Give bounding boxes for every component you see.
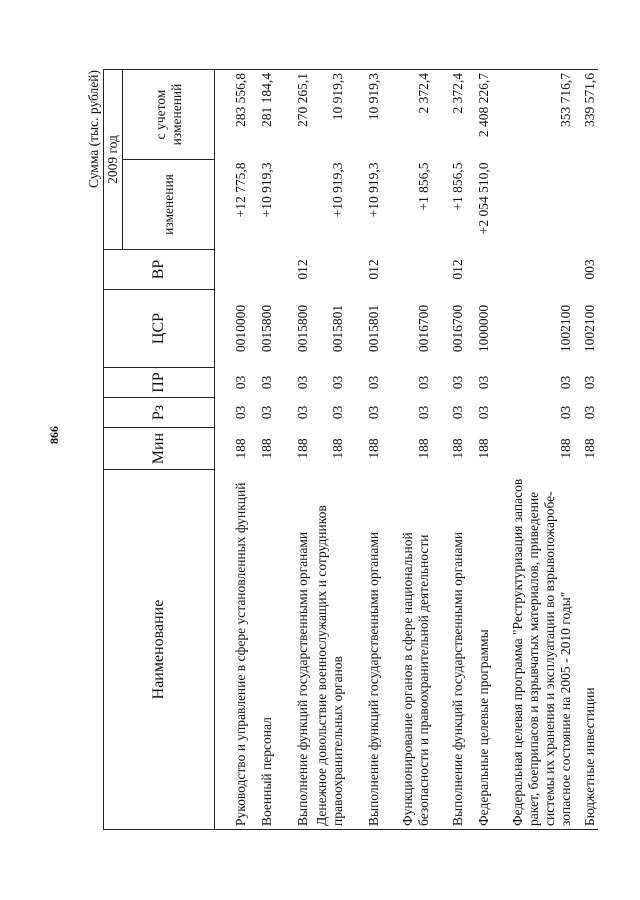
row-rz: 03	[365, 405, 381, 420]
row-change: +2 054 510,0	[475, 162, 491, 235]
row-change	[275, 160, 311, 250]
row-csr: 0015801	[365, 304, 381, 353]
budget-table	[103, 69, 598, 830]
row-name: Федеральная целевая программа "Реструктуризация запасов ракет, боеприпасов и взрывчатых материалов, приведение системы их хранения и эксплуатации во взрывопожаробезопасное состояние на 2005 - 2010 годы"	[492, 470, 574, 830]
row-total: 281 184,4	[249, 70, 275, 160]
header-with-changes: с учетом изменений	[123, 70, 215, 160]
row-pr: 03	[415, 375, 431, 390]
row-vr	[382, 250, 432, 290]
row-csr: 1002100	[557, 304, 573, 353]
row-change: +1 856,5	[449, 162, 465, 211]
row-pr: 03	[329, 375, 345, 390]
row-csr: 0015800	[258, 304, 274, 353]
row-total: 270 265,1	[275, 70, 311, 160]
row-rz: 03	[557, 405, 573, 420]
row-csr: 0010000	[232, 304, 248, 353]
row-change: +1 856,5	[415, 162, 431, 211]
row-total: 10 919,3	[311, 70, 346, 160]
row-rz: 03	[258, 405, 274, 420]
table-row	[215, 70, 249, 830]
row-min: 188	[232, 438, 248, 459]
row-min: 188	[475, 438, 491, 459]
row-csr: 0015800	[294, 304, 310, 353]
row-pr: 03	[365, 375, 381, 390]
row-rz: 03	[415, 405, 431, 420]
header-changes: изменения	[123, 160, 215, 250]
row-vr: 003	[581, 259, 597, 280]
row-change	[574, 160, 598, 250]
row-change: +10 919,3	[258, 162, 274, 218]
row-min: 188	[557, 438, 573, 459]
row-rz: 03	[294, 405, 310, 420]
header-pr: ПР	[104, 368, 215, 398]
row-pr: 03	[475, 375, 491, 390]
row-name: Денежное довольствие военнослужащих и сотрудников правоохранительных органов	[311, 470, 346, 830]
row-rz: 03	[475, 405, 491, 420]
row-name: Руководство и управление в сфере установленных функций	[215, 470, 249, 830]
row-total: 10 919,3	[346, 70, 382, 160]
header-name: Наименование	[104, 470, 215, 830]
row-rz: 03	[232, 405, 248, 420]
unit-label: Сумма (тыс. рублей)	[86, 70, 101, 188]
row-total: 339 571,6	[574, 70, 598, 160]
row-vr	[311, 250, 346, 290]
row-name: Военный персонал	[249, 470, 275, 830]
row-total: 2 408 226,7	[466, 70, 492, 160]
table-row	[311, 70, 346, 830]
table-body	[215, 70, 598, 830]
row-csr: 0016700	[449, 304, 465, 353]
row-min: 188	[365, 438, 381, 459]
row-vr	[249, 250, 275, 290]
row-min: 188	[581, 438, 597, 459]
row-pr: 03	[449, 375, 465, 390]
row-change	[492, 160, 574, 250]
row-min: 188	[294, 438, 310, 459]
row-csr: 1000000	[475, 304, 491, 353]
table-row	[492, 70, 574, 830]
header-min: Мин	[104, 428, 215, 470]
rotated-table-area	[86, 70, 606, 830]
header-rz: Рз	[104, 398, 215, 428]
page-number: 866	[47, 426, 61, 444]
row-rz: 03	[449, 405, 465, 420]
row-rz: 03	[329, 405, 345, 420]
row-name: Федеральные целевые программы	[466, 470, 492, 830]
row-pr: 03	[258, 375, 274, 390]
row-csr: 1002100	[581, 304, 597, 353]
row-change: +12 775,8	[232, 162, 248, 218]
table-row	[466, 70, 492, 830]
row-csr: 0015801	[329, 304, 345, 353]
header-vr: ВР	[104, 250, 215, 290]
row-vr	[215, 250, 249, 290]
row-rz: 03	[581, 405, 597, 420]
table-row	[346, 70, 382, 830]
row-pr: 03	[557, 375, 573, 390]
row-min: 188	[449, 438, 465, 459]
row-total: 2 372,4	[382, 70, 432, 160]
row-name: Бюджетные инвестиции	[574, 470, 598, 830]
table-row	[382, 70, 432, 830]
row-csr: 0016700	[415, 304, 431, 353]
header-csr: ЦСР	[104, 290, 215, 368]
row-pr: 03	[294, 375, 310, 390]
row-min: 188	[258, 438, 274, 459]
row-total: 353 716,7	[492, 70, 574, 160]
row-name: Выполнение функций государственными органами	[432, 470, 466, 830]
row-vr: 012	[294, 259, 310, 280]
row-name: Функционирование органов в сфере национальной безопасности и правоохранительной деятельности	[382, 470, 432, 830]
row-total: 283 556,8	[215, 70, 249, 160]
row-pr: 03	[232, 375, 248, 390]
row-name: Выполнение функций государственными органами	[346, 470, 382, 830]
row-pr: 03	[581, 375, 597, 390]
row-total: 2 372,4	[432, 70, 466, 160]
row-vr: 012	[449, 259, 465, 280]
row-change: +10 919,3	[329, 162, 345, 218]
row-vr	[466, 250, 492, 290]
row-vr	[492, 250, 574, 290]
table-row	[574, 70, 598, 830]
row-min: 188	[329, 438, 345, 459]
header-year: 2009 год	[104, 70, 123, 250]
table-row	[275, 70, 311, 830]
row-vr: 012	[365, 259, 381, 280]
row-change: +10 919,3	[365, 162, 381, 218]
table-row	[249, 70, 275, 830]
row-min: 188	[415, 438, 431, 459]
row-name: Выполнение функций государственными органами	[275, 470, 311, 830]
table-row	[432, 70, 466, 830]
